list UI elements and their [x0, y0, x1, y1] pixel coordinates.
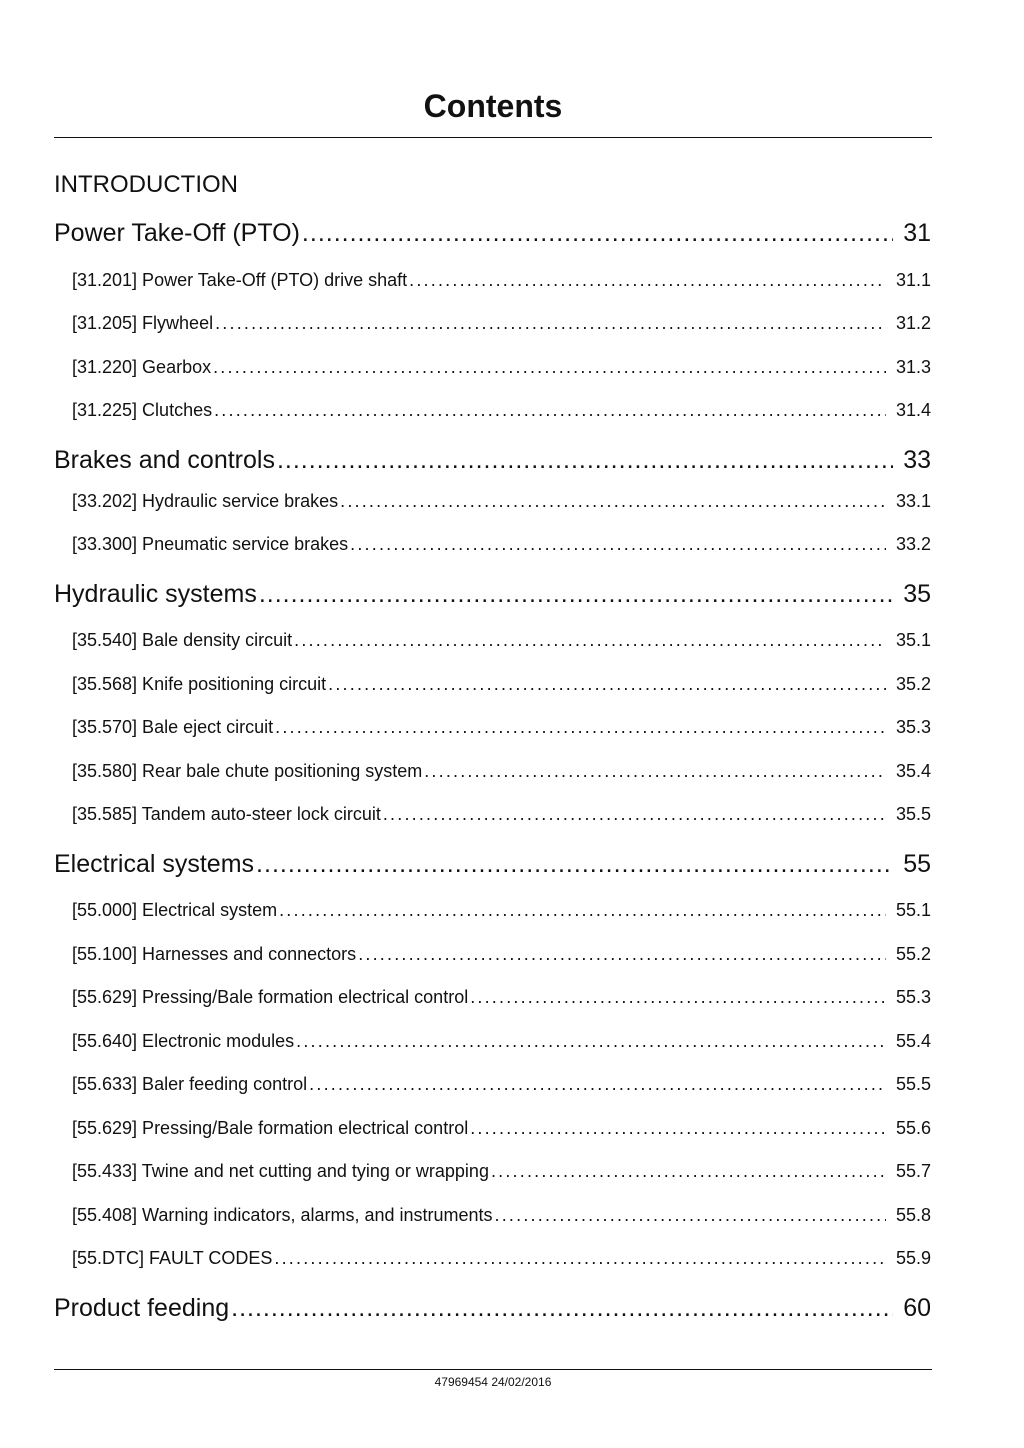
toc-page-number: 55 — [903, 850, 931, 878]
toc-page-number: 55.8 — [895, 1205, 931, 1225]
toc-page-number: 55.9 — [895, 1248, 931, 1268]
footer-divider — [54, 1369, 932, 1370]
dot-leader — [275, 715, 886, 739]
toc-page-number: 55.4 — [895, 1031, 931, 1051]
toc-entry[interactable] — [72, 985, 931, 1009]
dot-leader — [294, 628, 886, 652]
toc-section-title: Brakes and controls — [54, 446, 275, 474]
toc-entry-title: [33.300] Pneumatic service brakes — [72, 534, 349, 554]
toc-section-hydraulic[interactable] — [54, 578, 931, 610]
dot-leader — [328, 672, 886, 696]
toc-entry[interactable] — [72, 759, 931, 783]
dot-leader — [231, 1292, 893, 1324]
toc-entry[interactable] — [72, 715, 931, 739]
toc-entry-title: [31.205] Flywheel — [72, 313, 214, 333]
toc-page-number: 60 — [903, 1294, 931, 1322]
toc-section-pto[interactable] — [54, 217, 931, 249]
footer-doc-id: 47969454 24/02/2016 — [434, 1375, 552, 1389]
toc-page-number: 35.2 — [895, 674, 931, 694]
dot-leader — [340, 489, 886, 513]
dot-leader — [302, 217, 893, 249]
page-title: Contents — [423, 88, 563, 124]
toc-section-title: Hydraulic systems — [54, 580, 257, 608]
toc-entry[interactable] — [72, 532, 931, 556]
toc-entry-title: [55.629] Pressing/Bale formation electrical control — [72, 987, 469, 1007]
toc-page-number: 31.2 — [895, 313, 931, 333]
toc-entry-title: [55.629] Pressing/Bale formation electrical control — [72, 1118, 469, 1138]
dot-leader — [256, 848, 893, 880]
toc-page-number: 33.2 — [895, 534, 931, 554]
toc-entry[interactable] — [72, 311, 931, 335]
toc-page-number: 31.1 — [895, 270, 931, 290]
dot-leader — [296, 1029, 886, 1053]
toc-section-title: Product feeding — [54, 1294, 230, 1322]
toc-entry[interactable] — [72, 268, 931, 292]
toc-entry[interactable] — [72, 1116, 931, 1140]
toc-entry[interactable] — [72, 802, 931, 826]
toc-entry[interactable] — [72, 398, 931, 422]
dot-leader — [215, 311, 886, 335]
toc-entry[interactable] — [72, 1203, 931, 1227]
toc-page-number: 35 — [903, 580, 931, 608]
toc-section-title: Power Take-Off (PTO) — [54, 219, 300, 247]
toc-entry[interactable] — [72, 628, 931, 652]
toc-page-number: 35.4 — [895, 761, 931, 781]
toc-entry-title: [35.580] Rear bale chute positioning system — [72, 761, 423, 781]
dot-leader — [424, 759, 886, 783]
toc-entry-title: [33.202] Hydraulic service brakes — [72, 491, 339, 511]
dot-leader — [279, 898, 886, 922]
dot-leader — [470, 1116, 886, 1140]
toc-entry-title: [55.000] Electrical system — [72, 900, 278, 920]
dot-leader — [491, 1159, 886, 1183]
dot-leader — [383, 802, 886, 826]
toc-page-number: 33.1 — [895, 491, 931, 511]
toc-entry-title: [55.633] Baler feeding control — [72, 1074, 308, 1094]
toc-section-brakes[interactable] — [54, 444, 931, 476]
dot-leader — [409, 268, 886, 292]
toc-entry-title: [55.433] Twine and net cutting and tying or wrapping — [72, 1161, 489, 1181]
toc-entry-title: [31.201] Power Take-Off (PTO) drive shaft — [72, 270, 408, 290]
toc-entry[interactable] — [72, 942, 931, 966]
toc-page-number: 55.3 — [895, 987, 931, 1007]
toc-entry[interactable] — [72, 1159, 931, 1183]
dot-leader — [470, 985, 886, 1009]
toc-entry-title: [31.220] Gearbox — [72, 357, 212, 377]
toc-entry-title: [55.408] Warning indicators, alarms, and instruments — [72, 1205, 493, 1225]
toc-entry-title: [55.DTC] FAULT CODES — [72, 1248, 273, 1268]
toc-page-number: 35.3 — [895, 717, 931, 737]
toc-entry[interactable] — [72, 1246, 931, 1270]
title-divider — [54, 137, 932, 138]
toc-page-number: 31.3 — [895, 357, 931, 377]
toc-page-number: 55.1 — [895, 900, 931, 920]
toc-page-number: 35.1 — [895, 630, 931, 650]
toc-entry[interactable] — [72, 898, 931, 922]
toc-page-number: 55.7 — [895, 1161, 931, 1181]
toc-page-number: 55.2 — [895, 944, 931, 964]
toc-page-number: 55.6 — [895, 1118, 931, 1138]
toc-entry-title: [35.540] Bale density circuit — [72, 630, 293, 650]
dot-leader — [309, 1072, 886, 1096]
dot-leader — [214, 398, 886, 422]
dot-leader — [259, 578, 893, 610]
toc-entry-title: [55.640] Electronic modules — [72, 1031, 295, 1051]
toc-entry[interactable] — [72, 489, 931, 513]
dot-leader — [213, 355, 886, 379]
toc-entry[interactable] — [72, 672, 931, 696]
toc-page-number: 31.4 — [895, 400, 931, 420]
toc-entry[interactable] — [72, 1072, 931, 1096]
toc-entry[interactable] — [72, 1029, 931, 1053]
toc-entry-title: [35.570] Bale eject circuit — [72, 717, 274, 737]
dot-leader — [274, 1246, 886, 1270]
toc-page-number: 55.5 — [895, 1074, 931, 1094]
toc-section-electrical[interactable] — [54, 848, 931, 880]
dot-leader — [277, 444, 893, 476]
toc-entry-title: [55.100] Harnesses and connectors — [72, 944, 357, 964]
toc-entry-title: [35.568] Knife positioning circuit — [72, 674, 327, 694]
toc-page-number: 31 — [903, 219, 931, 247]
toc-section-feeding[interactable] — [54, 1292, 931, 1324]
dot-leader — [350, 532, 886, 556]
dot-leader — [495, 1203, 886, 1227]
toc-section-title: Electrical systems — [54, 850, 255, 878]
toc-page-number: 35.5 — [895, 804, 931, 824]
toc-page-number: 33 — [903, 446, 931, 474]
toc-entry-title: [35.585] Tandem auto-steer lock circuit — [72, 804, 381, 824]
toc-entry-title: [31.225] Clutches — [72, 400, 213, 420]
toc-introduction[interactable]: INTRODUCTION — [54, 171, 238, 198]
toc-entry[interactable] — [72, 355, 931, 379]
dot-leader — [358, 942, 886, 966]
